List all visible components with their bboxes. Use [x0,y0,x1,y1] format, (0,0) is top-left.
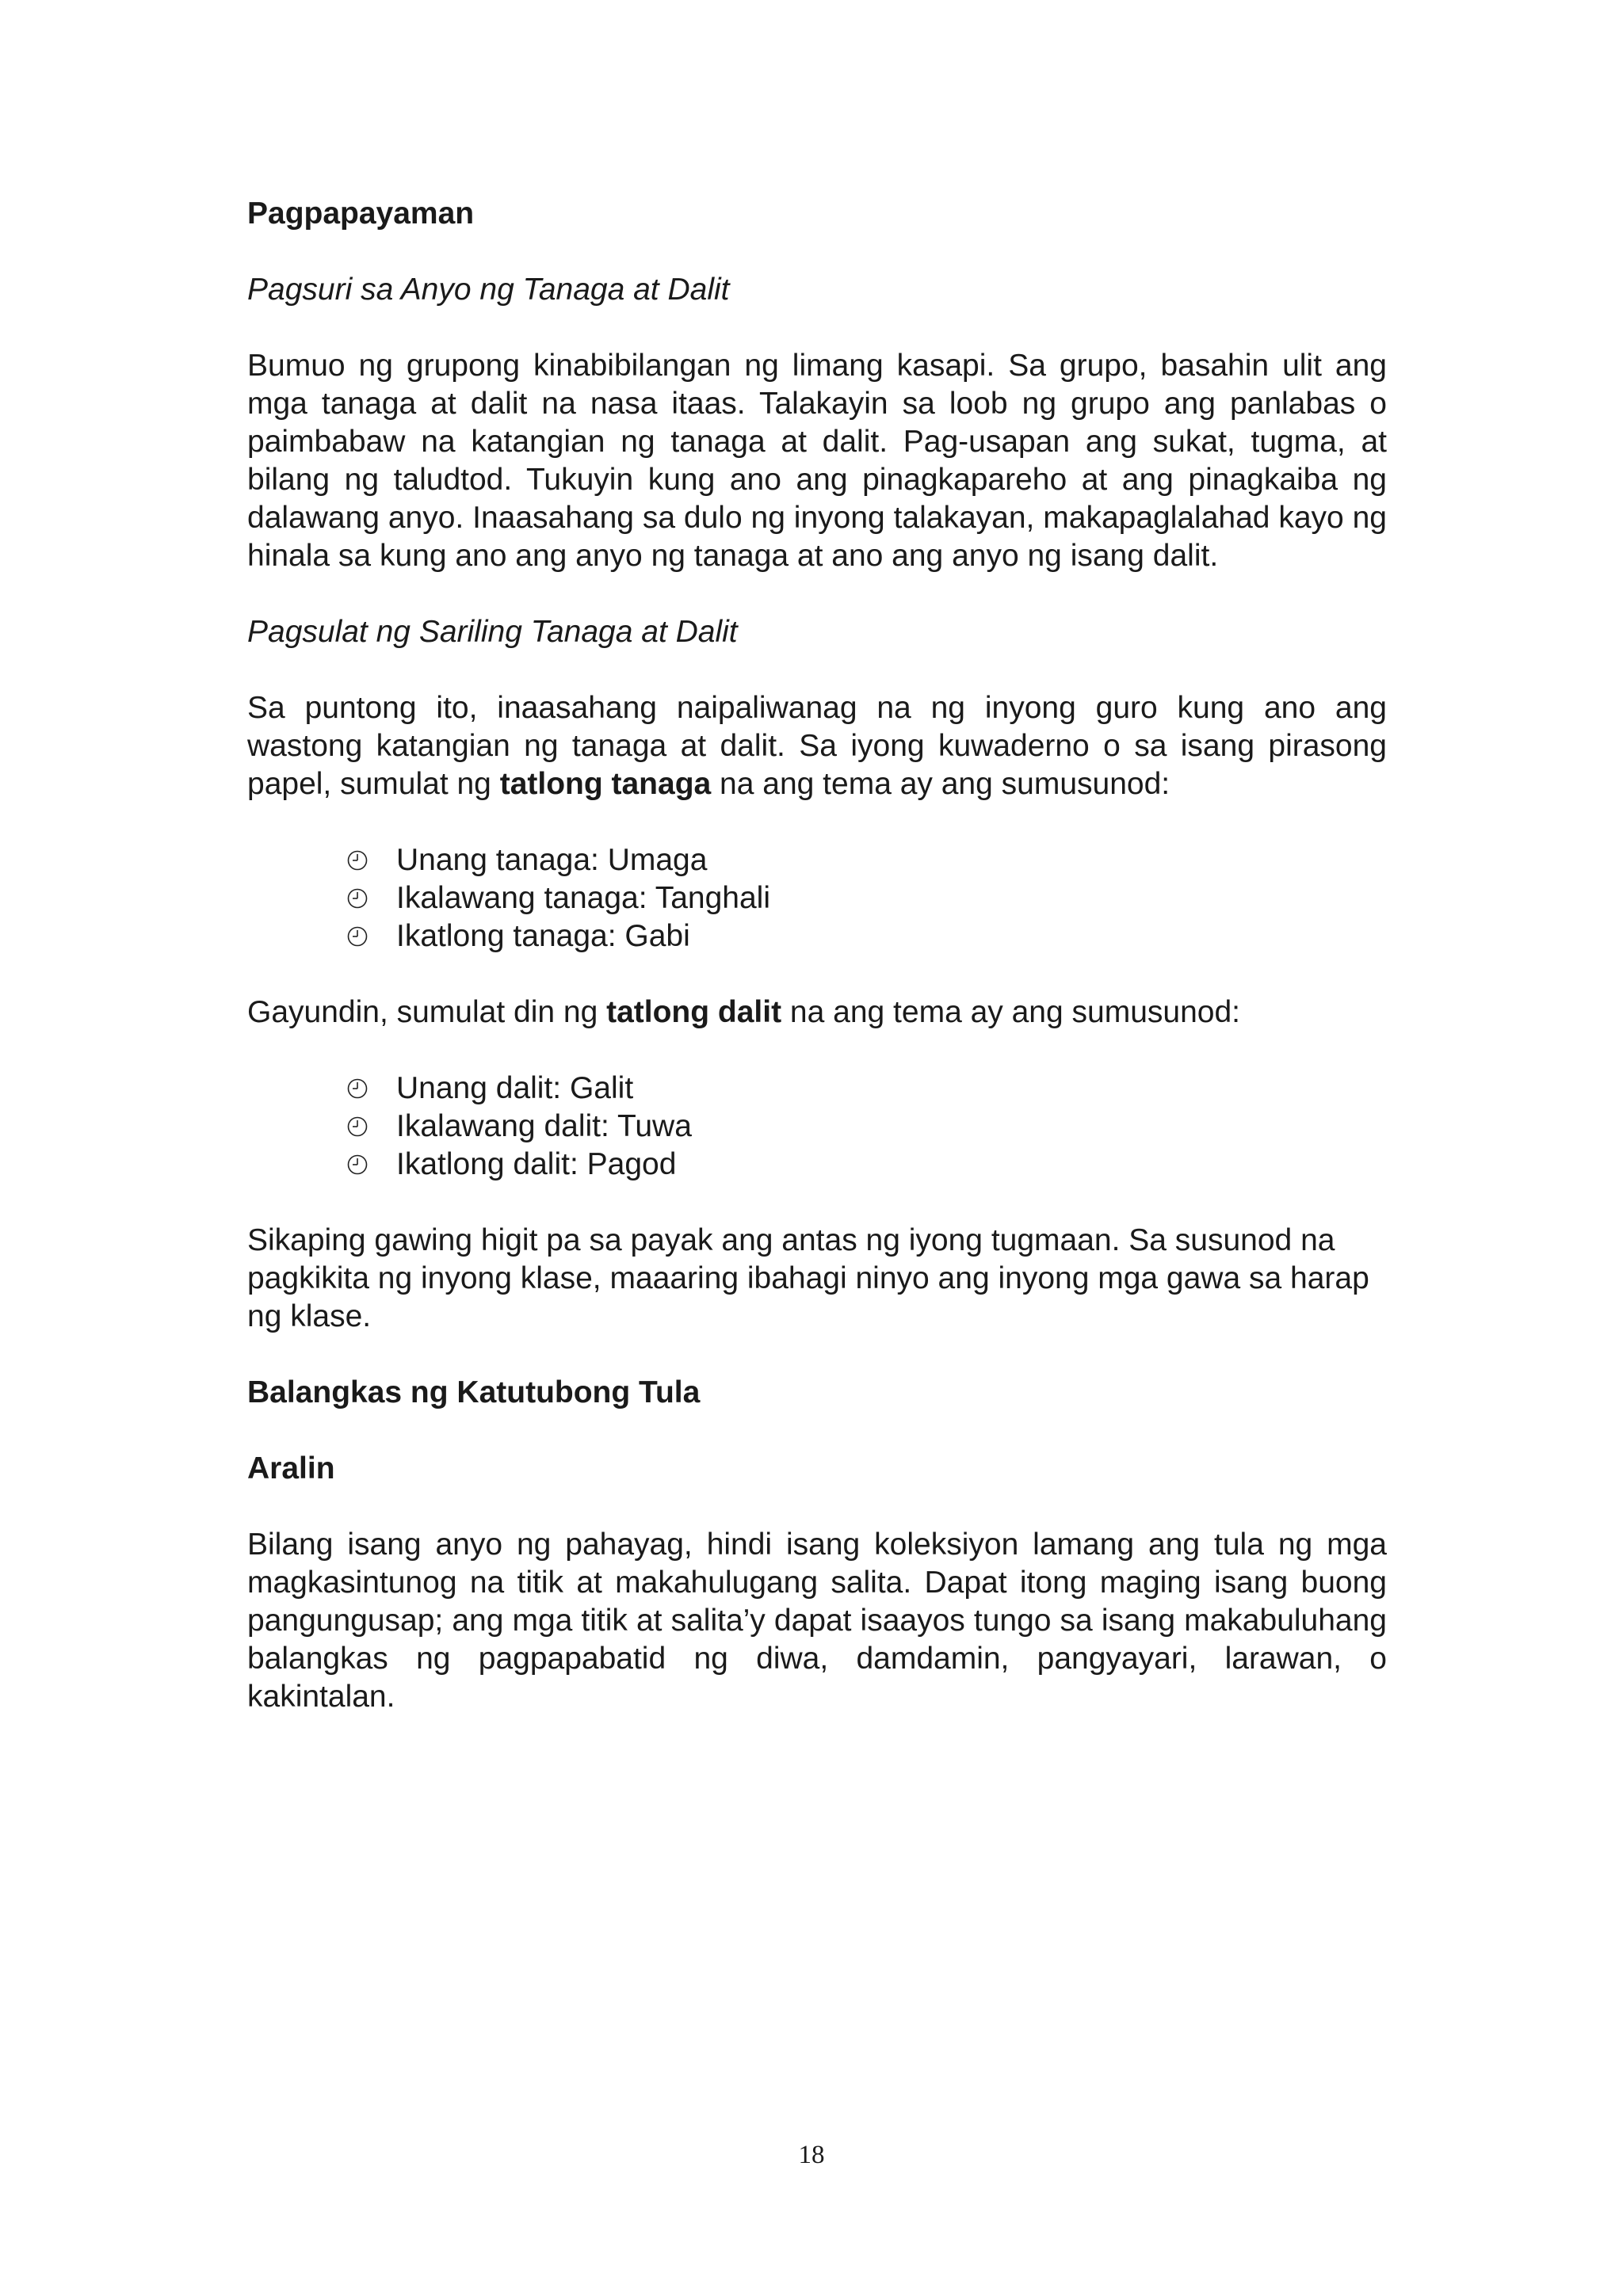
list-item [347,841,1387,879]
paragraph-gayundin [247,994,1387,1032]
section-title-aralin: Aralin [247,1451,335,1486]
subsection-title-pagsuri: Pagsuri sa Anyo ng Tanaga at Dalit [247,273,730,307]
tanaga-item-2: Ikalawang tanaga: Tanghali [396,881,770,915]
list-item [347,1146,1387,1184]
clock-icon [347,1154,368,1175]
paragraph-sikaping: Sikaping gawing higit pa sa payak ang antas ng iyong tugmaan. Sa susunod na pagkikita ng inyong klase, maaaring ibahagi ninyo ang inyong mga gawa sa harap ng klase. [247,1223,1369,1333]
paragraph-pagsulat-text-b: na ang tema ay ang sumusunod: [711,767,1170,801]
clock-icon [347,850,368,871]
list-item [347,879,1387,917]
paragraph-pagsuri: Bumuo ng grupong kinabibilangan ng limang kasapi. Sa grupo, basahin ulit ang mga tanaga at dalit na nasa itaas. Talakayin sa loob ng grupo ang panlabas o paimbabaw na katangian ng tanaga at dalit. Pag-usapan ang sukat, tugma, at bilang ng taludtod. Tukuyin kung ano ang pinagkapareho at ang pinagkaiba ng dalawang anyo. Inaasahang sa dulo ng inyong talakayan, makapaglalahad kayo ng hinala sa kung ano ang anyo ng tanaga at ano ang anyo ng isang dalit. [247,349,1387,573]
clock-icon [347,888,368,909]
list-item [347,1070,1387,1108]
tanaga-item-3: Ikatlong tanaga: Gabi [396,919,690,953]
section-title-pagpapayaman: Pagpapayaman [247,196,475,231]
dalit-item-2: Ikalawang dalit: Tuwa [396,1109,692,1143]
clock-icon [347,1116,368,1137]
paragraph-pagsulat [247,689,1387,803]
subsection-title-pagsulat: Pagsulat ng Sariling Tanaga at Dalit [247,615,738,649]
tanaga-item-1: Unang tanaga: Umaga [396,843,708,877]
tanaga-list [247,841,1387,955]
section-title-balangkas: Balangkas ng Katutubong Tula [247,1375,701,1409]
dalit-item-1: Unang dalit: Galit [396,1071,634,1105]
dalit-item-3: Ikatlong dalit: Pagod [396,1147,677,1181]
clock-icon [347,926,368,947]
dalit-list [247,1070,1387,1184]
paragraph-gayundin-text-a: Gayundin, sumulat din ng [247,995,607,1029]
list-item [347,1108,1387,1146]
document-page [247,195,1387,1716]
paragraph-pagsulat-text-a: Sa puntong ito, inaasahang naipaliwanag na ng inyong guro kung ano ang wastong katangian ng tanaga at dalit. Sa iyong kuwaderno o sa isang pirasong papel, sumulat ng [247,691,1387,801]
paragraph-gayundin-text-b: na ang tema ay ang sumusunod: [781,995,1240,1029]
page-number: 18 [798,2141,825,2169]
paragraph-gayundin-bold: tatlong dalit [606,995,782,1029]
paragraph-aralin: Bilang isang anyo ng pahayag, hindi isang koleksiyon lamang ang tula ng mga magkasintunog na titik at makahulugang salita. Dapat itong maging isang buong pangungusap; ang mga titik at salita’y dapat isaayos tungo sa isang makabuluhang balangkas ng pagpapabatid ng diwa, damdamin, pangyayari, larawan, o kakintalan. [247,1527,1387,1714]
clock-icon [347,1078,368,1099]
list-item [347,917,1387,955]
paragraph-pagsulat-bold: tatlong tanaga [499,767,712,801]
